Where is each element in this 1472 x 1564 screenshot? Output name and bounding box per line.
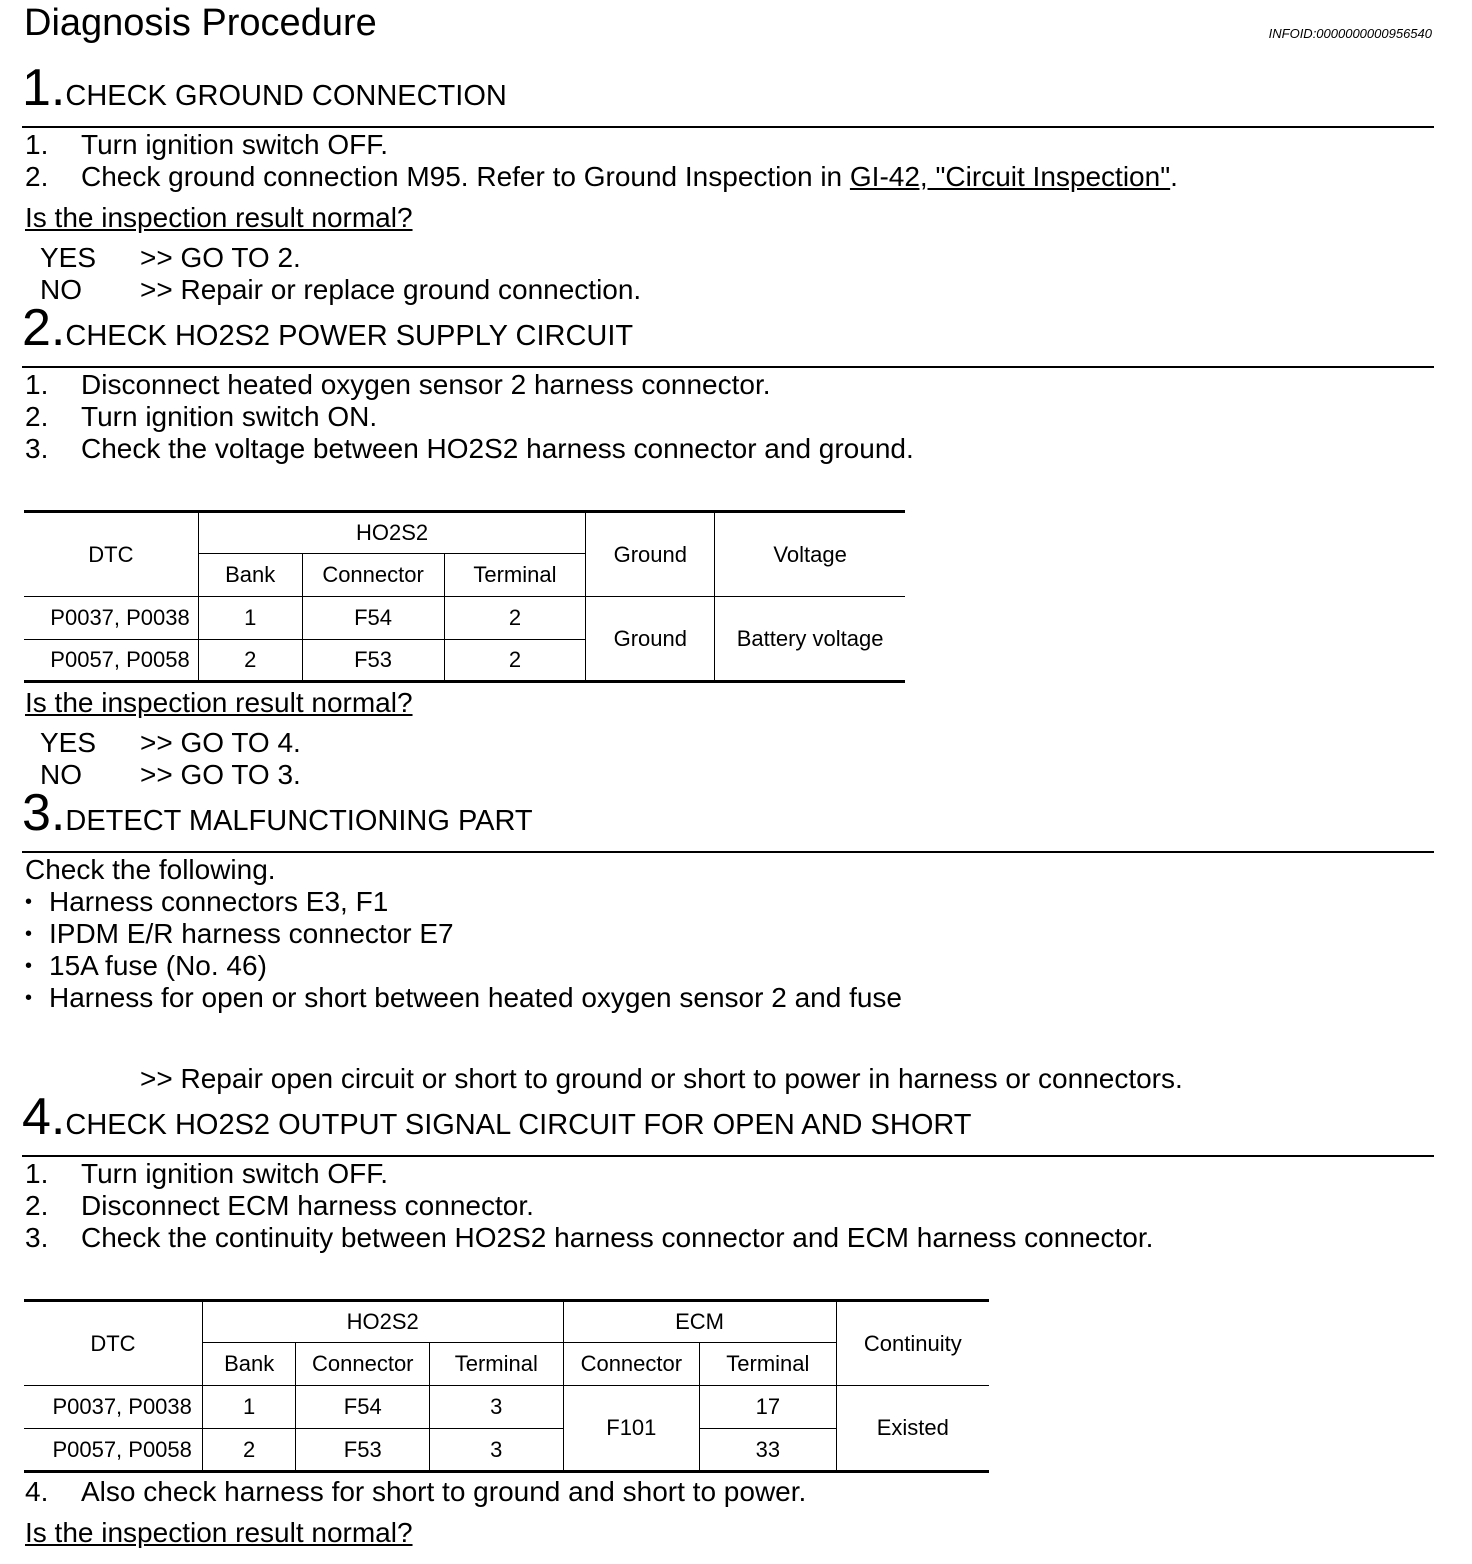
cell-terminal: 2 xyxy=(444,640,586,682)
step-divider xyxy=(22,1155,1434,1157)
header-continuity: Continuity xyxy=(836,1301,989,1386)
list-item: • 15A fuse (No. 46) xyxy=(25,950,267,981)
circuit-inspection-link[interactable]: GI-42, "Circuit Inspection" xyxy=(849,161,1171,192)
page-title: Diagnosis Procedure xyxy=(24,2,377,44)
cell-dtc: P0037, P0038 xyxy=(24,1386,202,1429)
instruction-item: 4. Also check harness for short to ground and short to power. xyxy=(25,1476,807,1507)
header-connector: Connector xyxy=(302,554,444,597)
cell-ecm-terminal: 33 xyxy=(700,1429,836,1472)
cell-terminal: 3 xyxy=(430,1386,563,1429)
cell-continuity: Existed xyxy=(836,1386,989,1472)
cell-connector: F53 xyxy=(296,1429,430,1472)
header-bank: Bank xyxy=(202,1343,296,1386)
cell-ecm-terminal: 17 xyxy=(700,1386,836,1429)
header-voltage: Voltage xyxy=(715,512,905,597)
answer-no: NO >> Repair or replace ground connection. xyxy=(40,274,642,305)
cell-bank: 1 xyxy=(198,597,302,640)
cell-dtc: P0057, P0058 xyxy=(24,640,198,682)
continuity-check-table xyxy=(24,1299,989,1473)
cell-connector: F53 xyxy=(302,640,444,682)
cell-ecm-connector: F101 xyxy=(563,1386,700,1472)
inspection-question[interactable]: Is the inspection result normal? xyxy=(25,687,413,718)
cell-voltage: Battery voltage xyxy=(715,597,905,682)
check-intro: Check the following. xyxy=(25,854,276,885)
instruction-item: 1. Turn ignition switch OFF. xyxy=(25,1158,389,1189)
inspection-question[interactable]: Is the inspection result normal? xyxy=(25,202,413,233)
table-row xyxy=(24,597,905,640)
instruction-item: 2. Turn ignition switch ON. xyxy=(25,401,378,432)
cell-connector: F54 xyxy=(302,597,444,640)
cell-bank: 1 xyxy=(202,1386,296,1429)
cell-dtc: P0057, P0058 xyxy=(24,1429,202,1472)
step-number: 4. xyxy=(22,1088,66,1146)
info-id: INFOID:0000000000956540 xyxy=(1268,26,1432,41)
step-divider xyxy=(22,851,1434,853)
step-title: CHECK HO2S2 POWER SUPPLY CIRCUIT xyxy=(65,320,634,352)
instruction-item: 1. Disconnect heated oxygen sensor 2 harness connector. xyxy=(25,369,771,400)
table-row xyxy=(24,1386,989,1429)
answer-yes: YES >> GO TO 4. xyxy=(40,727,301,758)
cell-dtc: P0037, P0038 xyxy=(24,597,198,640)
step-number: 2. xyxy=(22,299,66,357)
cell-connector: F54 xyxy=(296,1386,430,1429)
answer-yes: YES >> GO TO 2. xyxy=(40,242,301,273)
step-1-heading xyxy=(22,58,507,118)
cell-ground: Ground xyxy=(586,597,715,682)
header-ecm: ECM xyxy=(563,1301,836,1343)
step-title: CHECK GROUND CONNECTION xyxy=(65,80,507,112)
instruction-item: 3. Check the continuity between HO2S2 harness connector and ECM harness connector. xyxy=(25,1222,1154,1253)
step-divider xyxy=(22,366,1434,368)
header-ground: Ground xyxy=(586,512,715,597)
step-divider xyxy=(22,126,1434,128)
voltage-check-table xyxy=(24,510,905,683)
header-terminal: Terminal xyxy=(430,1343,563,1386)
header-ecm-connector: Connector xyxy=(563,1343,700,1386)
answer-no: NO >> GO TO 3. xyxy=(40,759,301,790)
header-connector: Connector xyxy=(296,1343,430,1386)
header-terminal: Terminal xyxy=(444,554,586,597)
step-title: DETECT MALFUNCTIONING PART xyxy=(65,805,533,837)
instruction-item: 2. Check ground connection M95. Refer to Ground Inspection in GI-42, "Circuit Inspection". xyxy=(25,161,1178,192)
header-dtc: DTC xyxy=(24,512,198,597)
header-ho2s2: HO2S2 xyxy=(198,512,586,554)
header-dtc: DTC xyxy=(24,1301,202,1386)
step-title: CHECK HO2S2 OUTPUT SIGNAL CIRCUIT FOR OPEN AND SHORT xyxy=(65,1109,972,1141)
header-ecm-terminal: Terminal xyxy=(700,1343,836,1386)
list-item: • Harness connectors E3, F1 xyxy=(25,886,389,917)
step-3-heading xyxy=(22,783,533,843)
step-number: 1. xyxy=(22,59,66,117)
list-item: • IPDM E/R harness connector E7 xyxy=(25,918,454,949)
cell-bank: 2 xyxy=(198,640,302,682)
list-item: • Harness for open or short between heated oxygen sensor 2 and fuse xyxy=(25,982,902,1013)
instruction-item: 1. Turn ignition switch OFF. xyxy=(25,129,389,160)
instruction-item: 2. Disconnect ECM harness connector. xyxy=(25,1190,534,1221)
instruction-item: 3. Check the voltage between HO2S2 harness connector and ground. xyxy=(25,433,914,464)
inspection-question[interactable]: Is the inspection result normal? xyxy=(25,1517,413,1548)
header-ho2s2: HO2S2 xyxy=(202,1301,563,1343)
step-number: 3. xyxy=(22,784,66,842)
header-bank: Bank xyxy=(198,554,302,597)
cell-bank: 2 xyxy=(202,1429,296,1472)
step-4-heading xyxy=(22,1087,972,1147)
repair-action: >> Repair open circuit or short to ground or short to power in harness or connectors. xyxy=(140,1063,1183,1094)
step-2-heading xyxy=(22,298,633,358)
cell-terminal: 3 xyxy=(430,1429,563,1472)
cell-terminal: 2 xyxy=(444,597,586,640)
